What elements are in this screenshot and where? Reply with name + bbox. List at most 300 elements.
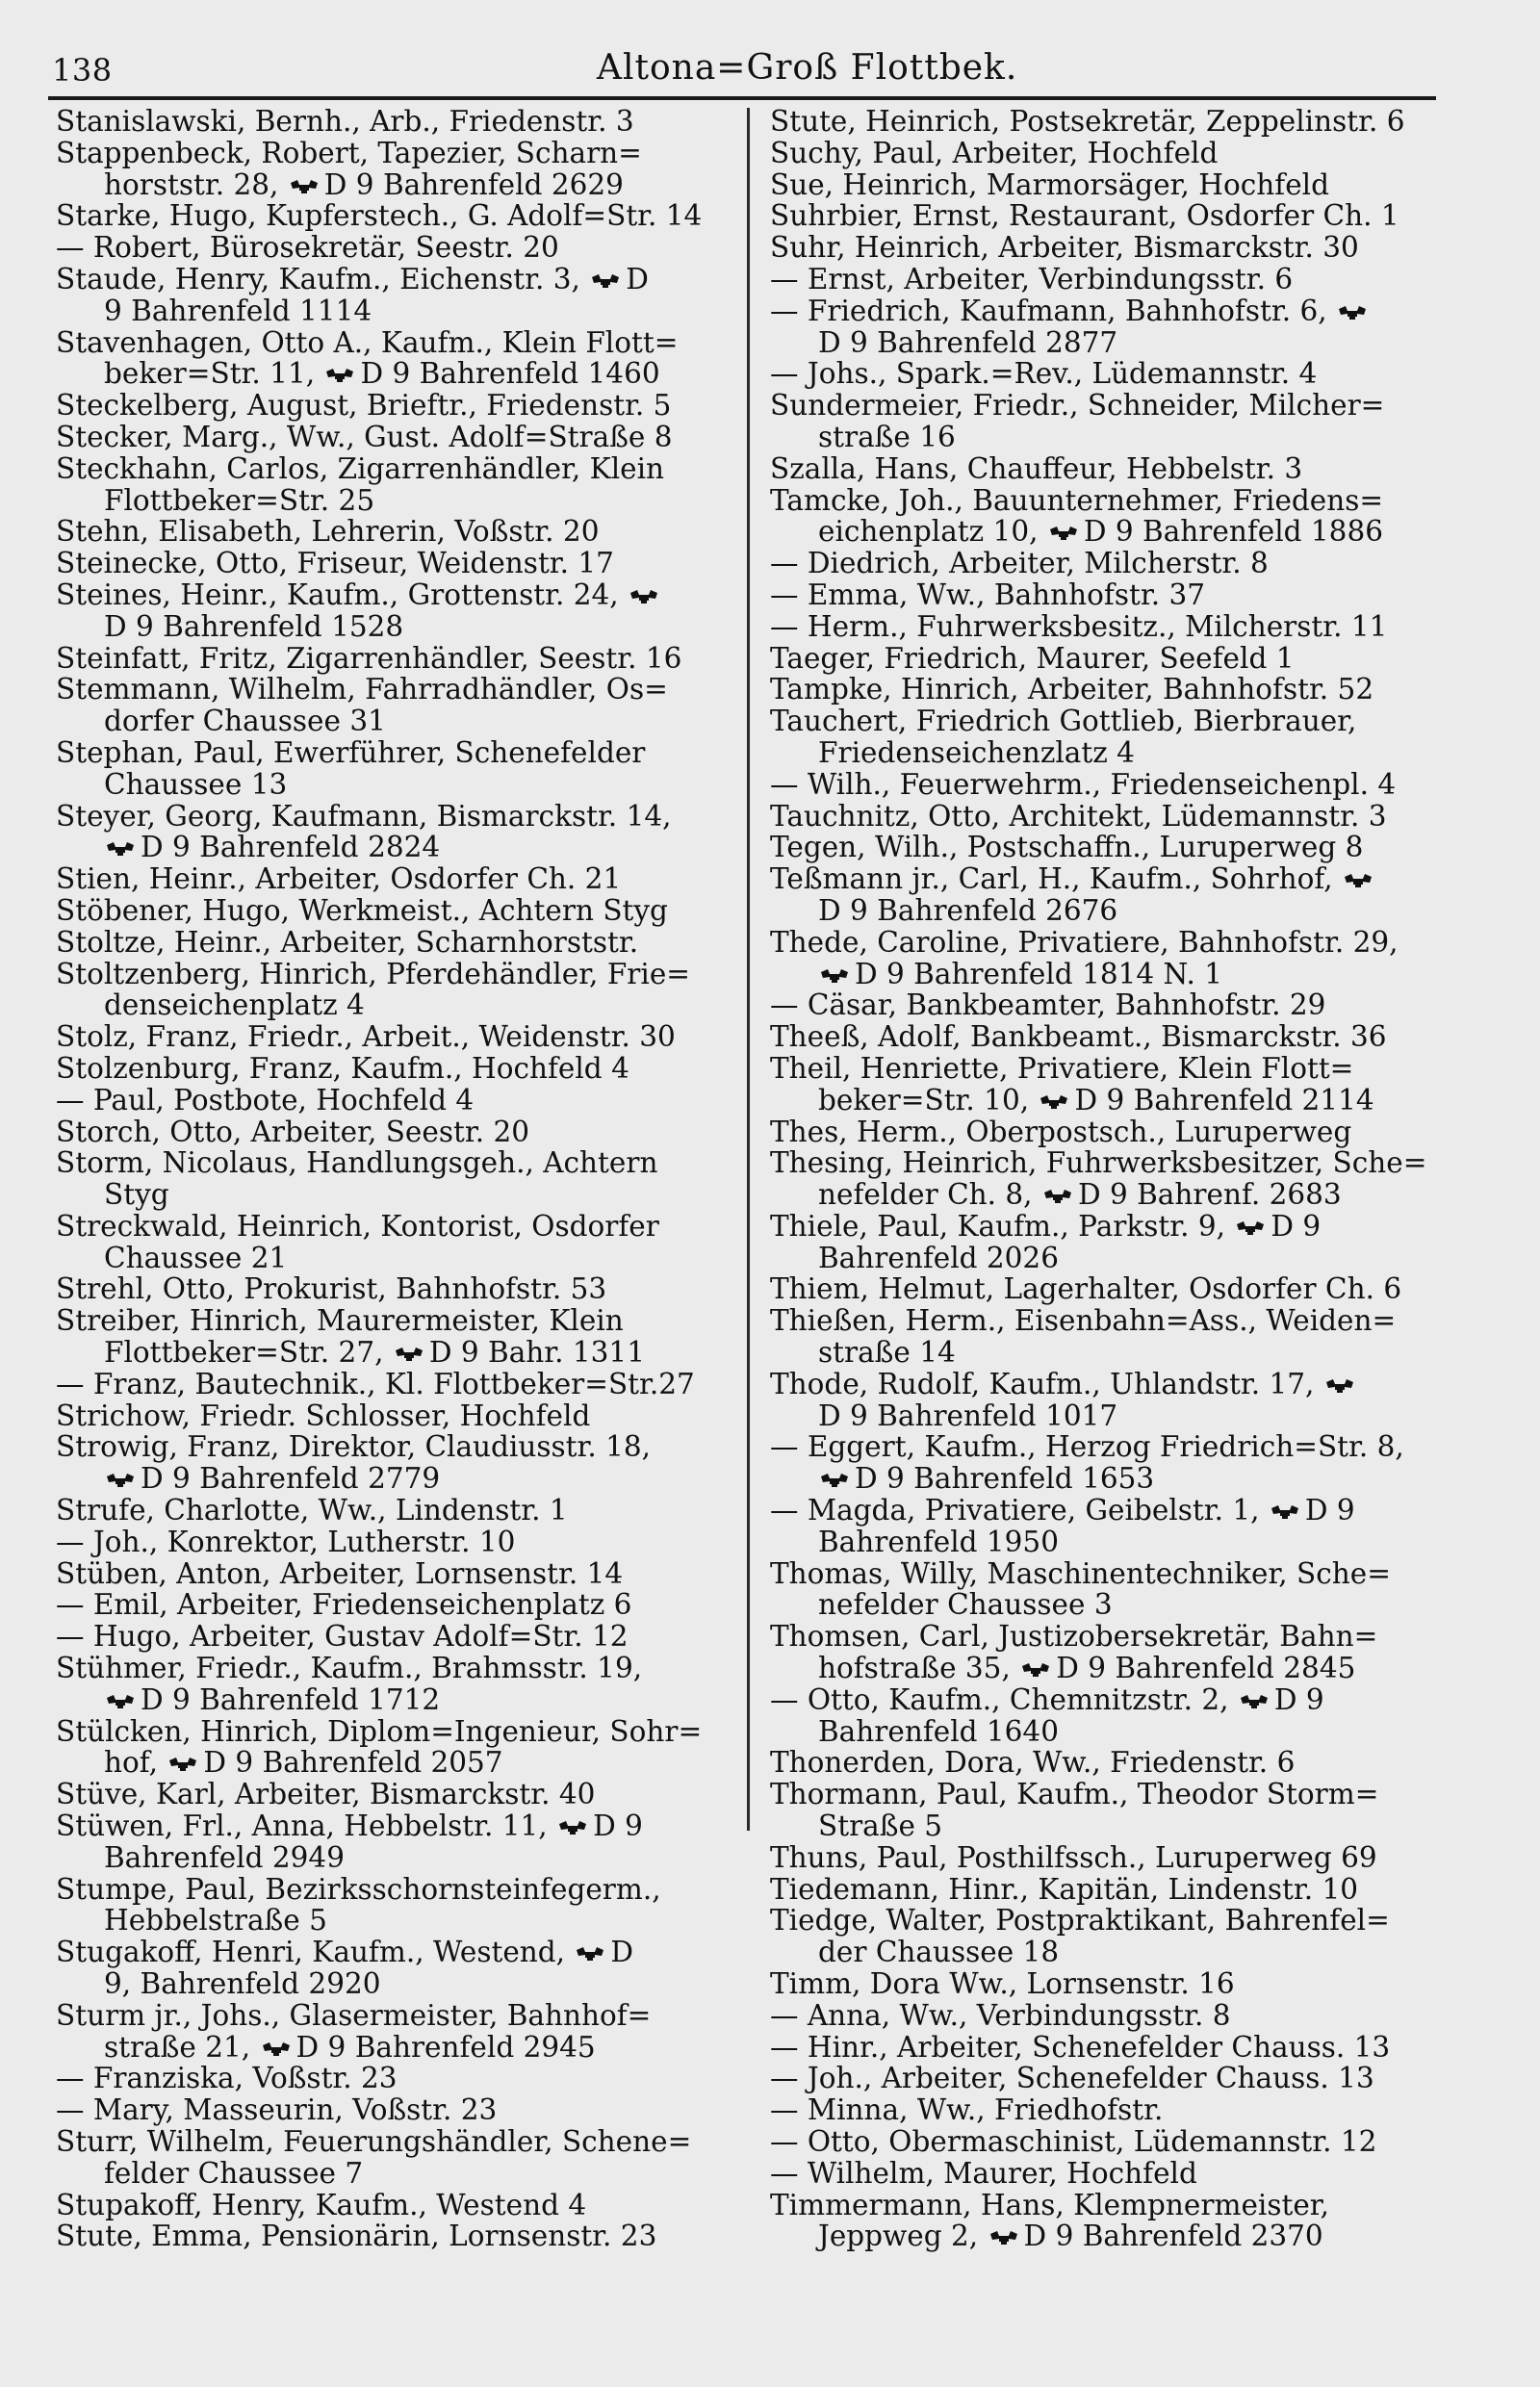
- directory-line: [770, 106, 1461, 138]
- telephone-hand-icon: [1325, 1378, 1354, 1394]
- directory-line: [56, 1147, 747, 1179]
- telephone-hand-icon: [989, 2230, 1018, 2246]
- entry-text: Hebbelstraße 5: [104, 1904, 327, 1938]
- phone-number: D 9 Bahrenf. 2683: [1077, 1178, 1342, 1212]
- directory-line: [770, 737, 1461, 769]
- entry-text: Suhr, Heinrich, Arbeiter, Bismarckstr. 30: [770, 231, 1359, 265]
- entry-text: Tampke, Hinrich, Arbeiter, Bahnhofstr. 52: [770, 673, 1374, 706]
- directory-line: [770, 453, 1461, 485]
- phone-number: D 9 Bahrenfeld 1460: [360, 357, 660, 391]
- directory-line: [56, 1431, 747, 1463]
- directory-line: [56, 1653, 747, 1684]
- directory-line: [770, 327, 1461, 359]
- directory-line: [56, 264, 747, 295]
- directory-line: [56, 1273, 747, 1305]
- entry-text: hof,: [104, 1746, 167, 1780]
- entry-text: — Diedrich, Arbeiter, Milcherstr. 8: [770, 547, 1269, 580]
- entry-text: — Wilhelm, Maurer, Hochfeld: [770, 2156, 1197, 2190]
- directory-line: [56, 1779, 747, 1810]
- entry-text: Theeß, Adolf, Bankbeamt., Bismarckstr. 36: [770, 1020, 1387, 1054]
- entry-text: Thomsen, Carl, Justizobersekretär, Bahn=: [770, 1620, 1378, 1654]
- entry-text: — Franz, Bautechnik., Kl. Flottbeker=Str.27: [56, 1367, 695, 1400]
- directory-line: [770, 1053, 1461, 1085]
- directory-line: [770, 390, 1461, 422]
- entry-text: — Emma, Ww., Bahnhofstr. 37: [770, 578, 1205, 611]
- entry-text: Storch, Otto, Arbeiter, Seestr. 20: [56, 1115, 529, 1148]
- entry-text: Steyer, Georg, Kaufmann, Bismarckstr. 14,: [56, 799, 672, 833]
- directory-line: [56, 579, 747, 611]
- directory-line: [56, 2158, 747, 2190]
- directory-line: [56, 327, 747, 359]
- telephone-hand-icon: [395, 1347, 424, 1362]
- telephone-hand-icon: [820, 968, 849, 984]
- phone-number: D 9 Bahrenfeld 1712: [141, 1682, 441, 1716]
- entry-text: Stien, Heinr., Arbeiter, Osdorfer Ch. 21: [56, 862, 622, 896]
- directory-line: [770, 2063, 1461, 2094]
- phone-number: D 9 Bahrenfeld 2824: [141, 831, 441, 864]
- directory-line: [56, 2094, 747, 2126]
- entry-text: — Hinr., Arbeiter, Schenefelder Chauss. 13: [770, 2030, 1391, 2064]
- entry-text: Stüben, Anton, Arbeiter, Lornsenstr. 14: [56, 1556, 624, 1590]
- telephone-hand-icon: [1270, 1504, 1299, 1520]
- directory-line: [770, 1558, 1461, 1590]
- directory-line: [56, 674, 747, 706]
- entry-text: Suhrbier, Ernst, Restaurant, Osdorfer Ch. 1: [770, 199, 1399, 233]
- directory-line: [770, 422, 1461, 453]
- entry-text: D 9 Bahrenfeld 2877: [818, 325, 1118, 359]
- directory-line: [770, 358, 1461, 390]
- telephone-hand-icon: [106, 1473, 135, 1488]
- entry-text: Theil, Henriette, Privatiere, Klein Flott=: [770, 1051, 1354, 1085]
- directory-line: [770, 200, 1461, 232]
- directory-line: [770, 1684, 1461, 1716]
- telephone-hand-icon: [591, 273, 620, 289]
- directory-line: [56, 200, 747, 232]
- entry-text: Sue, Heinrich, Marmorsäger, Hochfeld: [770, 167, 1329, 201]
- directory-line: [770, 1747, 1461, 1779]
- entry-text: Teßmann jr., Carl, H., Kaufm., Sohrhof,: [770, 862, 1343, 896]
- page-header: [48, 42, 1434, 92]
- directory-line: [56, 485, 747, 517]
- directory-line: [56, 1179, 747, 1211]
- entry-text: Stühmer, Friedr., Kaufm., Brahmsstr. 19,: [56, 1652, 643, 1685]
- directory-line: [56, 832, 747, 863]
- entry-text: Steines, Heinr., Kaufm., Grottenstr. 24,: [56, 578, 629, 611]
- entry-text: — Emil, Arbeiter, Friedenseichenplatz 6: [56, 1588, 632, 1622]
- entry-text: Steinecke, Otto, Friseur, Weidenstr. 17: [56, 547, 614, 580]
- entry-text: nefelder Chaussee 3: [818, 1588, 1113, 1622]
- directory-line: [56, 2190, 747, 2221]
- directory-line: [770, 769, 1461, 801]
- phone-number: D 9 Bahrenfeld 1814 N. 1: [855, 957, 1222, 990]
- telephone-hand-icon: [558, 1820, 587, 1835]
- telephone-hand-icon: [629, 589, 658, 604]
- directory-line: [770, 1716, 1461, 1748]
- entry-text: — Cäsar, Bankbeamter, Bahnhofstr. 29: [770, 988, 1326, 1022]
- entry-text: Stolz, Franz, Friedr., Arbeit., Weidenstr. 30: [56, 1020, 676, 1054]
- entry-text: Tauchnitz, Otto, Architekt, Lüdemannstr. 3: [770, 799, 1387, 833]
- entry-text: Friedenseichenzlatz 4: [818, 735, 1135, 769]
- telephone-hand-icon: [1236, 1220, 1265, 1236]
- entry-text: felder Chaussee 7: [104, 2156, 364, 2190]
- phone-number: D 9 Bahrenfeld 1886: [1083, 515, 1383, 549]
- directory-line: [56, 295, 747, 327]
- directory-line: [770, 1305, 1461, 1337]
- entry-text: Steinfatt, Fritz, Zigarrenhändler, Seestr. 16: [56, 641, 682, 675]
- entry-text: — Eggert, Kaufm., Herzog Friedrich=Str. 8,: [770, 1430, 1404, 1464]
- directory-line: [56, 232, 747, 264]
- telephone-hand-icon: [1338, 305, 1367, 321]
- directory-line: [770, 169, 1461, 201]
- directory-line: [56, 1463, 747, 1495]
- directory-line: [770, 2190, 1461, 2221]
- directory-line: [56, 927, 747, 959]
- entry-text: Starke, Hugo, Kupferstech., G. Adolf=Str. 14: [56, 199, 703, 233]
- entry-text: — Ernst, Arbeiter, Verbindungsstr. 6: [770, 262, 1294, 295]
- directory-line: [56, 959, 747, 990]
- directory-line: [770, 1337, 1461, 1369]
- entry-text: — Herm., Fuhrwerksbesitz., Milcherstr. 11: [770, 609, 1388, 643]
- entry-text: — Johs., Spark.=Rev., Lüdemannstr. 4: [770, 357, 1318, 391]
- entry-text: straße 14: [818, 1336, 956, 1370]
- directory-line: [770, 611, 1461, 643]
- directory-line: [56, 516, 747, 548]
- header-rule: [48, 96, 1436, 100]
- directory-line: [770, 1968, 1461, 2000]
- entry-text: Thormann, Paul, Kaufm., Theodor Storm=: [770, 1778, 1379, 1811]
- directory-line: [770, 706, 1461, 737]
- entry-text: Stöbener, Hugo, Werkmeist., Achtern Styg: [56, 893, 668, 927]
- directory-line: [56, 1400, 747, 1432]
- directory-line: [56, 1716, 747, 1748]
- directory-line: [56, 422, 747, 453]
- directory-line: [770, 1400, 1461, 1432]
- directory-line: [770, 1842, 1461, 1874]
- phone-number: D 9 Bahrenfeld 2114: [1074, 1083, 1374, 1116]
- directory-line: [56, 1085, 747, 1116]
- telephone-hand-icon: [325, 368, 354, 383]
- entry-text: Timmermann, Hans, Klempnermeister,: [770, 2188, 1330, 2221]
- directory-line: [770, 264, 1461, 295]
- entry-text: Styg: [104, 1178, 169, 1212]
- directory-line: [770, 1874, 1461, 1906]
- entry-text: — Franziska, Voßstr. 23: [56, 2062, 398, 2095]
- entry-text: Tiedge, Walter, Postpraktikant, Bahrenfel=: [770, 1904, 1390, 1938]
- left-column: [56, 106, 747, 2252]
- directory-line: [770, 1653, 1461, 1684]
- entry-text: Tauchert, Friedrich Gottlieb, Bierbrauer,: [770, 705, 1357, 738]
- phone-number: D 9 Bahrenfeld 2779: [141, 1462, 441, 1496]
- directory-line: [56, 1589, 747, 1621]
- directory-line: [770, 643, 1461, 675]
- directory-line: [770, 832, 1461, 863]
- entry-text: Sturm jr., Johs., Glasermeister, Bahnhof=: [56, 1998, 652, 2032]
- directory-line: [770, 1810, 1461, 1842]
- entry-text: dorfer Chaussee 31: [104, 705, 386, 738]
- directory-line: [770, 2158, 1461, 2190]
- directory-line: [56, 2126, 747, 2158]
- entry-text: 9 Bahrenfeld 1114: [104, 294, 372, 327]
- phone-number: D: [626, 262, 649, 295]
- entry-text: — Robert, Bürosekretär, Seestr. 20: [56, 231, 559, 265]
- entry-text: — Minna, Ww., Friedhofstr.: [770, 2093, 1164, 2127]
- entry-text: — Mary, Masseurin, Voßstr. 23: [56, 2093, 498, 2127]
- directory-line: [770, 674, 1461, 706]
- directory-line: [770, 232, 1461, 264]
- entry-text: Stoltzenberg, Hinrich, Pferdehändler, Frie=: [56, 957, 690, 990]
- phone-number: D 9: [593, 1810, 643, 1843]
- entry-text: der Chaussee 18: [818, 1936, 1060, 1969]
- entry-text: Szalla, Hans, Chauffeur, Hebbelstr. 3: [770, 451, 1303, 485]
- running-head: Altona=Groß Flottbek.: [597, 48, 1018, 88]
- directory-line: [770, 2126, 1461, 2158]
- directory-line: [770, 1527, 1461, 1558]
- phone-number: D 9 Bahrenfeld 2845: [1056, 1652, 1356, 1685]
- directory-line: [56, 706, 747, 737]
- entry-text: D 9 Bahrenfeld 1528: [104, 609, 404, 643]
- phone-number: D 9: [1304, 1494, 1355, 1527]
- telephone-hand-icon: [576, 1946, 604, 1962]
- entry-text: Staude, Henry, Kaufm., Eichenstr. 3,: [56, 262, 590, 295]
- entry-text: Sturr, Wilhelm, Feuerungshändler, Schene=: [56, 2125, 692, 2158]
- directory-line: [56, 863, 747, 895]
- telephone-hand-icon: [168, 1757, 197, 1772]
- directory-line: [770, 516, 1461, 548]
- directory-line: [770, 863, 1461, 895]
- telephone-hand-icon: [1021, 1662, 1050, 1678]
- entry-text: D 9 Bahrenfeld 2676: [818, 893, 1118, 927]
- entry-text: Stugakoff, Henri, Kaufm., Westend,: [56, 1936, 575, 1969]
- directory-line: [770, 295, 1461, 327]
- entry-text: Stemmann, Wilhelm, Fahrradhändler, Os=: [56, 673, 668, 706]
- entry-text: Stehn, Elisabeth, Lehrerin, Voßstr. 20: [56, 515, 600, 549]
- directory-line: [56, 1810, 747, 1842]
- telephone-hand-icon: [1049, 526, 1078, 541]
- entry-text: Bahrenfeld 1640: [818, 1714, 1059, 1748]
- entry-text: Thiele, Paul, Kaufm., Parkstr. 9,: [770, 1209, 1235, 1243]
- entry-text: straße 16: [818, 420, 956, 453]
- entry-text: Strehl, Otto, Prokurist, Bahnhofstr. 53: [56, 1272, 607, 1306]
- phone-number: D 9 Bahrenfeld 1653: [855, 1462, 1155, 1496]
- directory-line: [56, 358, 747, 390]
- entry-text: — Magda, Privatiere, Geibelstr. 1,: [770, 1494, 1269, 1527]
- entry-text: Stute, Emma, Pensionärin, Lornsenstr. 23: [56, 2220, 657, 2253]
- entry-text: Bahrenfeld 2026: [818, 1241, 1059, 1274]
- entry-text: Stanislawski, Bernh., Arb., Friedenstr. 3: [56, 105, 634, 138]
- entry-text: Stoltze, Heinr., Arbeiter, Scharnhorststr.: [56, 925, 639, 959]
- entry-text: Streiber, Hinrich, Maurermeister, Klein: [56, 1304, 624, 1338]
- entry-text: Thes, Herm., Oberpostsch., Luruperweg: [770, 1115, 1352, 1148]
- entry-text: Bahrenfeld 2949: [104, 1840, 345, 1874]
- directory-line: [770, 1589, 1461, 1621]
- entry-text: — Paul, Postbote, Hochfeld 4: [56, 1083, 475, 1116]
- directory-line: [770, 1431, 1461, 1463]
- entry-text: Thonerden, Dora, Ww., Friedenstr. 6: [770, 1746, 1296, 1780]
- directory-line: [770, 1179, 1461, 1211]
- entry-text: Stupakoff, Henry, Kaufm., Westend 4: [56, 2188, 587, 2221]
- directory-line: [770, 1021, 1461, 1053]
- directory-line: [770, 1369, 1461, 1400]
- entry-text: horststr. 28,: [104, 167, 288, 201]
- column-divider: [747, 108, 750, 1831]
- entry-text: Thiem, Helmut, Lagerhalter, Osdorfer Ch. 6: [770, 1272, 1402, 1306]
- entry-text: Stappenbeck, Robert, Tapezier, Scharn=: [56, 136, 642, 169]
- entry-text: Thode, Rudolf, Kaufm., Uhlandstr. 17,: [770, 1367, 1323, 1400]
- directory-line: [770, 1463, 1461, 1495]
- phone-number: D 9 Bahrenfeld 2945: [295, 2030, 596, 2064]
- entry-text: Timm, Dora Ww., Lornsenstr. 16: [770, 1967, 1235, 2001]
- entry-text: D 9 Bahrenfeld 1017: [818, 1399, 1118, 1432]
- entry-text: Strufe, Charlotte, Ww., Lindenstr. 1: [56, 1494, 568, 1527]
- entry-text: Taeger, Friedrich, Maurer, Seefeld 1: [770, 641, 1295, 675]
- directory-line: [56, 1874, 747, 1906]
- entry-text: hofstraße 35,: [818, 1652, 1020, 1685]
- directory-line: [770, 927, 1461, 959]
- entry-text: Steckelberg, August, Brieftr., Friedenstr. 5: [56, 389, 672, 423]
- directory-line: [56, 1527, 747, 1558]
- directory-line: [56, 611, 747, 643]
- directory-line: [56, 169, 747, 201]
- entry-text: Thesing, Heinrich, Fuhrwerksbesitzer, Sche=: [770, 1146, 1427, 1180]
- entry-text: — Otto, Kaufm., Chemnitzstr. 2,: [770, 1682, 1238, 1716]
- directory-line: [770, 959, 1461, 990]
- telephone-hand-icon: [820, 1473, 849, 1488]
- directory-line: [56, 1905, 747, 1937]
- directory-line: [56, 1842, 747, 1874]
- entry-text: Storm, Nicolaus, Handlungsgeh., Achtern: [56, 1146, 658, 1180]
- entry-text: denseichenplatz 4: [104, 988, 365, 1022]
- entry-text: Straße 5: [818, 1810, 943, 1843]
- directory-line: [56, 737, 747, 769]
- entry-text: Stülcken, Hinrich, Diplom=Ingenieur, Sohr=: [56, 1714, 703, 1748]
- phone-number: D: [610, 1936, 634, 1969]
- directory-line: [56, 1305, 747, 1337]
- telephone-hand-icon: [1040, 1094, 1068, 1110]
- directory-line: [56, 1116, 747, 1148]
- entry-text: Thuns, Paul, Posthilfssch., Luruperweg 69: [770, 1840, 1377, 1874]
- entry-text: Stavenhagen, Otto A., Kaufm., Klein Flott=: [56, 325, 679, 359]
- directory-line: [56, 1211, 747, 1243]
- directory-line: [56, 453, 747, 485]
- directory-line: [770, 548, 1461, 579]
- entry-text: Strowig, Franz, Direktor, Claudiusstr. 18,: [56, 1430, 652, 1464]
- telephone-hand-icon: [262, 2041, 291, 2057]
- directory-line: [770, 579, 1461, 611]
- entry-text: Stumpe, Paul, Bezirksschornsteinfegerm.,: [56, 1872, 661, 1906]
- directory-line: [770, 1085, 1461, 1116]
- entry-text: Stüwen, Frl., Anna, Hebbelstr. 11,: [56, 1810, 557, 1843]
- directory-line: [56, 106, 747, 138]
- directory-line: [56, 895, 747, 927]
- directory-line: [56, 1621, 747, 1653]
- entry-text: Suchy, Paul, Arbeiter, Hochfeld: [770, 136, 1219, 169]
- entry-text: Flottbeker=Str. 25: [104, 483, 375, 517]
- directory-line: [56, 2063, 747, 2094]
- entry-text: — Otto, Obermaschinist, Lüdemannstr. 12: [770, 2125, 1377, 2158]
- entry-text: Bahrenfeld 1950: [818, 1525, 1059, 1558]
- directory-line: [56, 1053, 747, 1085]
- phone-number: D 9 Bahr. 1311: [428, 1336, 645, 1370]
- directory-line: [56, 1243, 747, 1274]
- page-number: 138: [52, 52, 113, 89]
- entry-text: Jeppweg 2,: [818, 2220, 988, 2253]
- directory-line: [56, 2220, 747, 2252]
- entry-text: straße 21,: [104, 2030, 260, 2064]
- directory-line: [770, 1905, 1461, 1937]
- entry-text: Stolzenburg, Franz, Kaufm., Hochfeld 4: [56, 1051, 629, 1085]
- entry-text: Sundermeier, Friedr., Schneider, Milcher=: [770, 389, 1385, 423]
- directory-line: [56, 1937, 747, 1968]
- directory-line: [56, 1369, 747, 1400]
- entry-text: — Anna, Ww., Verbindungsstr. 8: [770, 1998, 1231, 2032]
- directory-line: [56, 801, 747, 833]
- directory-line: [770, 2000, 1461, 2032]
- directory-line: [770, 2220, 1461, 2252]
- entry-text: Stephan, Paul, Ewerführer, Schenefelder: [56, 735, 646, 769]
- directory-line: [56, 989, 747, 1021]
- entry-text: — Joh., Arbeiter, Schenefelder Chauss. 13: [770, 2062, 1374, 2095]
- entry-text: Chaussee 21: [104, 1241, 288, 1274]
- entry-text: Thede, Caroline, Privatiere, Bahnhofstr. 29,: [770, 925, 1399, 959]
- entry-text: 9, Bahrenfeld 2920: [104, 1967, 381, 2001]
- directory-line: [56, 769, 747, 801]
- entry-text: nefelder Ch. 8,: [818, 1178, 1041, 1212]
- entry-text: Stute, Heinrich, Postsekretär, Zeppelinstr. 6: [770, 105, 1405, 138]
- directory-line: [56, 1558, 747, 1590]
- telephone-hand-icon: [106, 1694, 135, 1709]
- directory-line: [56, 2032, 747, 2064]
- telephone-hand-icon: [1344, 873, 1373, 888]
- directory-line: [770, 1621, 1461, 1653]
- entry-text: Tiedemann, Hinr., Kapitän, Lindenstr. 10: [770, 1872, 1359, 1906]
- directory-line: [56, 2000, 747, 2032]
- phone-number: D 9: [1270, 1209, 1322, 1243]
- phone-number: D 9 Bahrenfeld 2629: [323, 167, 624, 201]
- phone-number: D 9: [1273, 1682, 1324, 1716]
- directory-line: [770, 895, 1461, 927]
- telephone-hand-icon: [1043, 1189, 1072, 1204]
- entry-text: — Wilh., Feuerwehrm., Friedenseichenpl. 4: [770, 767, 1397, 801]
- entry-text: — Hugo, Arbeiter, Gustav Adolf=Str. 12: [56, 1620, 629, 1654]
- entry-text: Strichow, Friedr. Schlosser, Hochfeld: [56, 1399, 591, 1432]
- directory-line: [770, 2094, 1461, 2126]
- directory-line: [770, 1273, 1461, 1305]
- directory-line: [56, 1021, 747, 1053]
- directory-line: [770, 801, 1461, 833]
- directory-line: [56, 138, 747, 169]
- directory-line: [770, 1495, 1461, 1527]
- entry-text: eichenplatz 10,: [818, 515, 1047, 549]
- directory-line: [56, 390, 747, 422]
- entry-text: Tegen, Wilh., Postschaffn., Luruperweg 8: [770, 831, 1364, 864]
- directory-line: [56, 548, 747, 579]
- entry-text: Chaussee 13: [104, 767, 288, 801]
- directory-line: [770, 1116, 1461, 1148]
- phone-number: D 9 Bahrenfeld 2057: [203, 1746, 503, 1780]
- directory-line: [770, 1243, 1461, 1274]
- directory-line: [56, 1337, 747, 1369]
- telephone-hand-icon: [106, 841, 135, 857]
- entry-text: beker=Str. 10,: [818, 1083, 1039, 1116]
- entry-text: beker=Str. 11,: [104, 357, 324, 391]
- directory-line: [56, 643, 747, 675]
- phone-number: D 9 Bahrenfeld 2370: [1023, 2220, 1323, 2253]
- entry-text: — Joh., Konrektor, Lutherstr. 10: [56, 1525, 516, 1558]
- directory-line: [770, 1147, 1461, 1179]
- entry-text: Flottbeker=Str. 27,: [104, 1336, 393, 1370]
- directory-line: [770, 1779, 1461, 1810]
- entry-text: Stecker, Marg., Ww., Gust. Adolf=Straße 8: [56, 420, 673, 453]
